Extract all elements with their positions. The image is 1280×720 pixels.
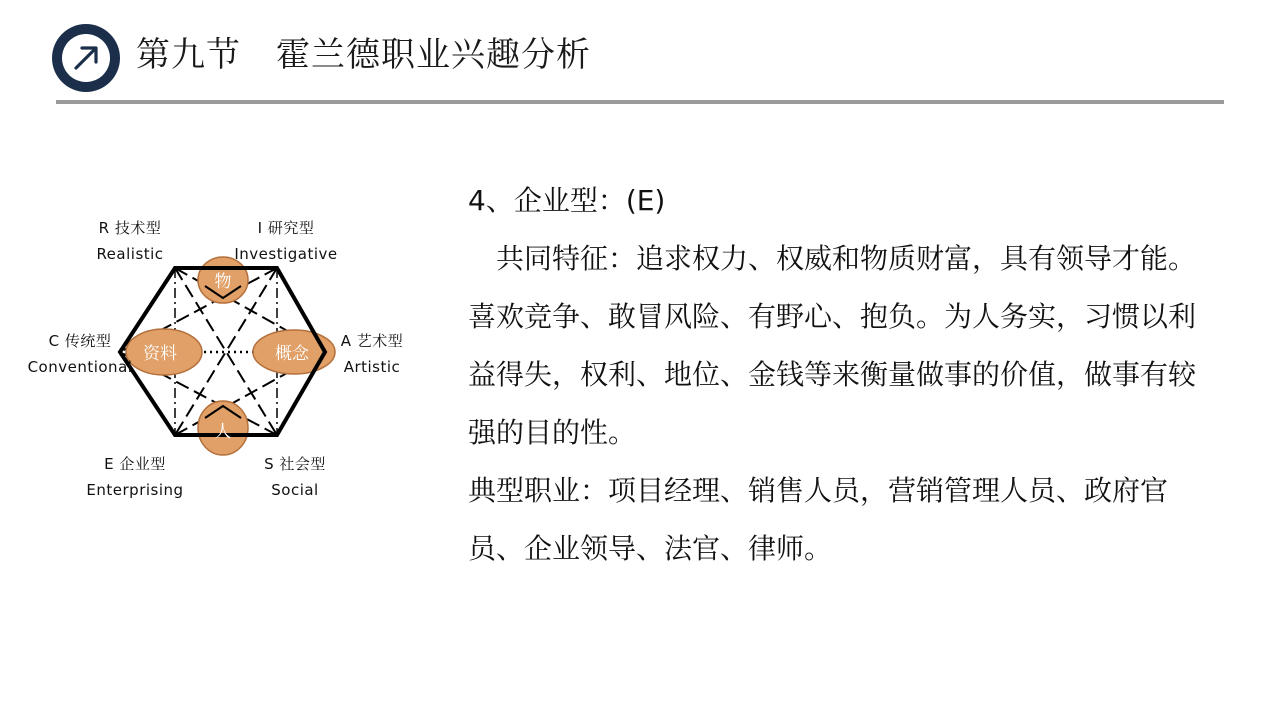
label-social: S 社会型 Social: [264, 455, 326, 499]
label-conventional: C 传统型 Conventional: [27, 332, 133, 376]
ellipse-label-right: 概念: [275, 344, 309, 364]
header-divider: [56, 100, 1224, 104]
jobs-paragraph: 典型职业：项目经理、销售人员，营销管理人员、政府官员、企业领导、法官、律师。: [468, 474, 1169, 565]
ellipse-label-left: 资料: [143, 344, 177, 364]
label-artistic: A 艺术型 Artistic: [340, 332, 404, 376]
logo-badge: [52, 24, 120, 92]
ellipse-label-bottom: 人: [214, 422, 232, 442]
label-enterprising: E 企业型 Enterprising: [86, 455, 184, 499]
ellipse-label-top: 物: [214, 272, 232, 292]
label-realistic: R 技术型 Realistic: [96, 219, 164, 263]
features-paragraph: 共同特征：追求权力、权威和物质财富，具有领导才能。喜欢竞争、敢冒风险、有野心、抱负。为人务实，习惯以利益得失，权利、地位、金钱等来衡量做事的价值，做事有较强的目的性。: [468, 242, 1197, 449]
arrow-up-right-icon: [62, 34, 110, 82]
label-investigative: I 研究型 Investigative: [234, 219, 338, 263]
section-heading: 4、企业型：(E): [468, 184, 666, 217]
holland-hexagon-diagram: [27, 210, 430, 510]
page-title: 第九节 霍兰德职业兴趣分析: [136, 35, 591, 75]
content-text: [468, 172, 1213, 578]
